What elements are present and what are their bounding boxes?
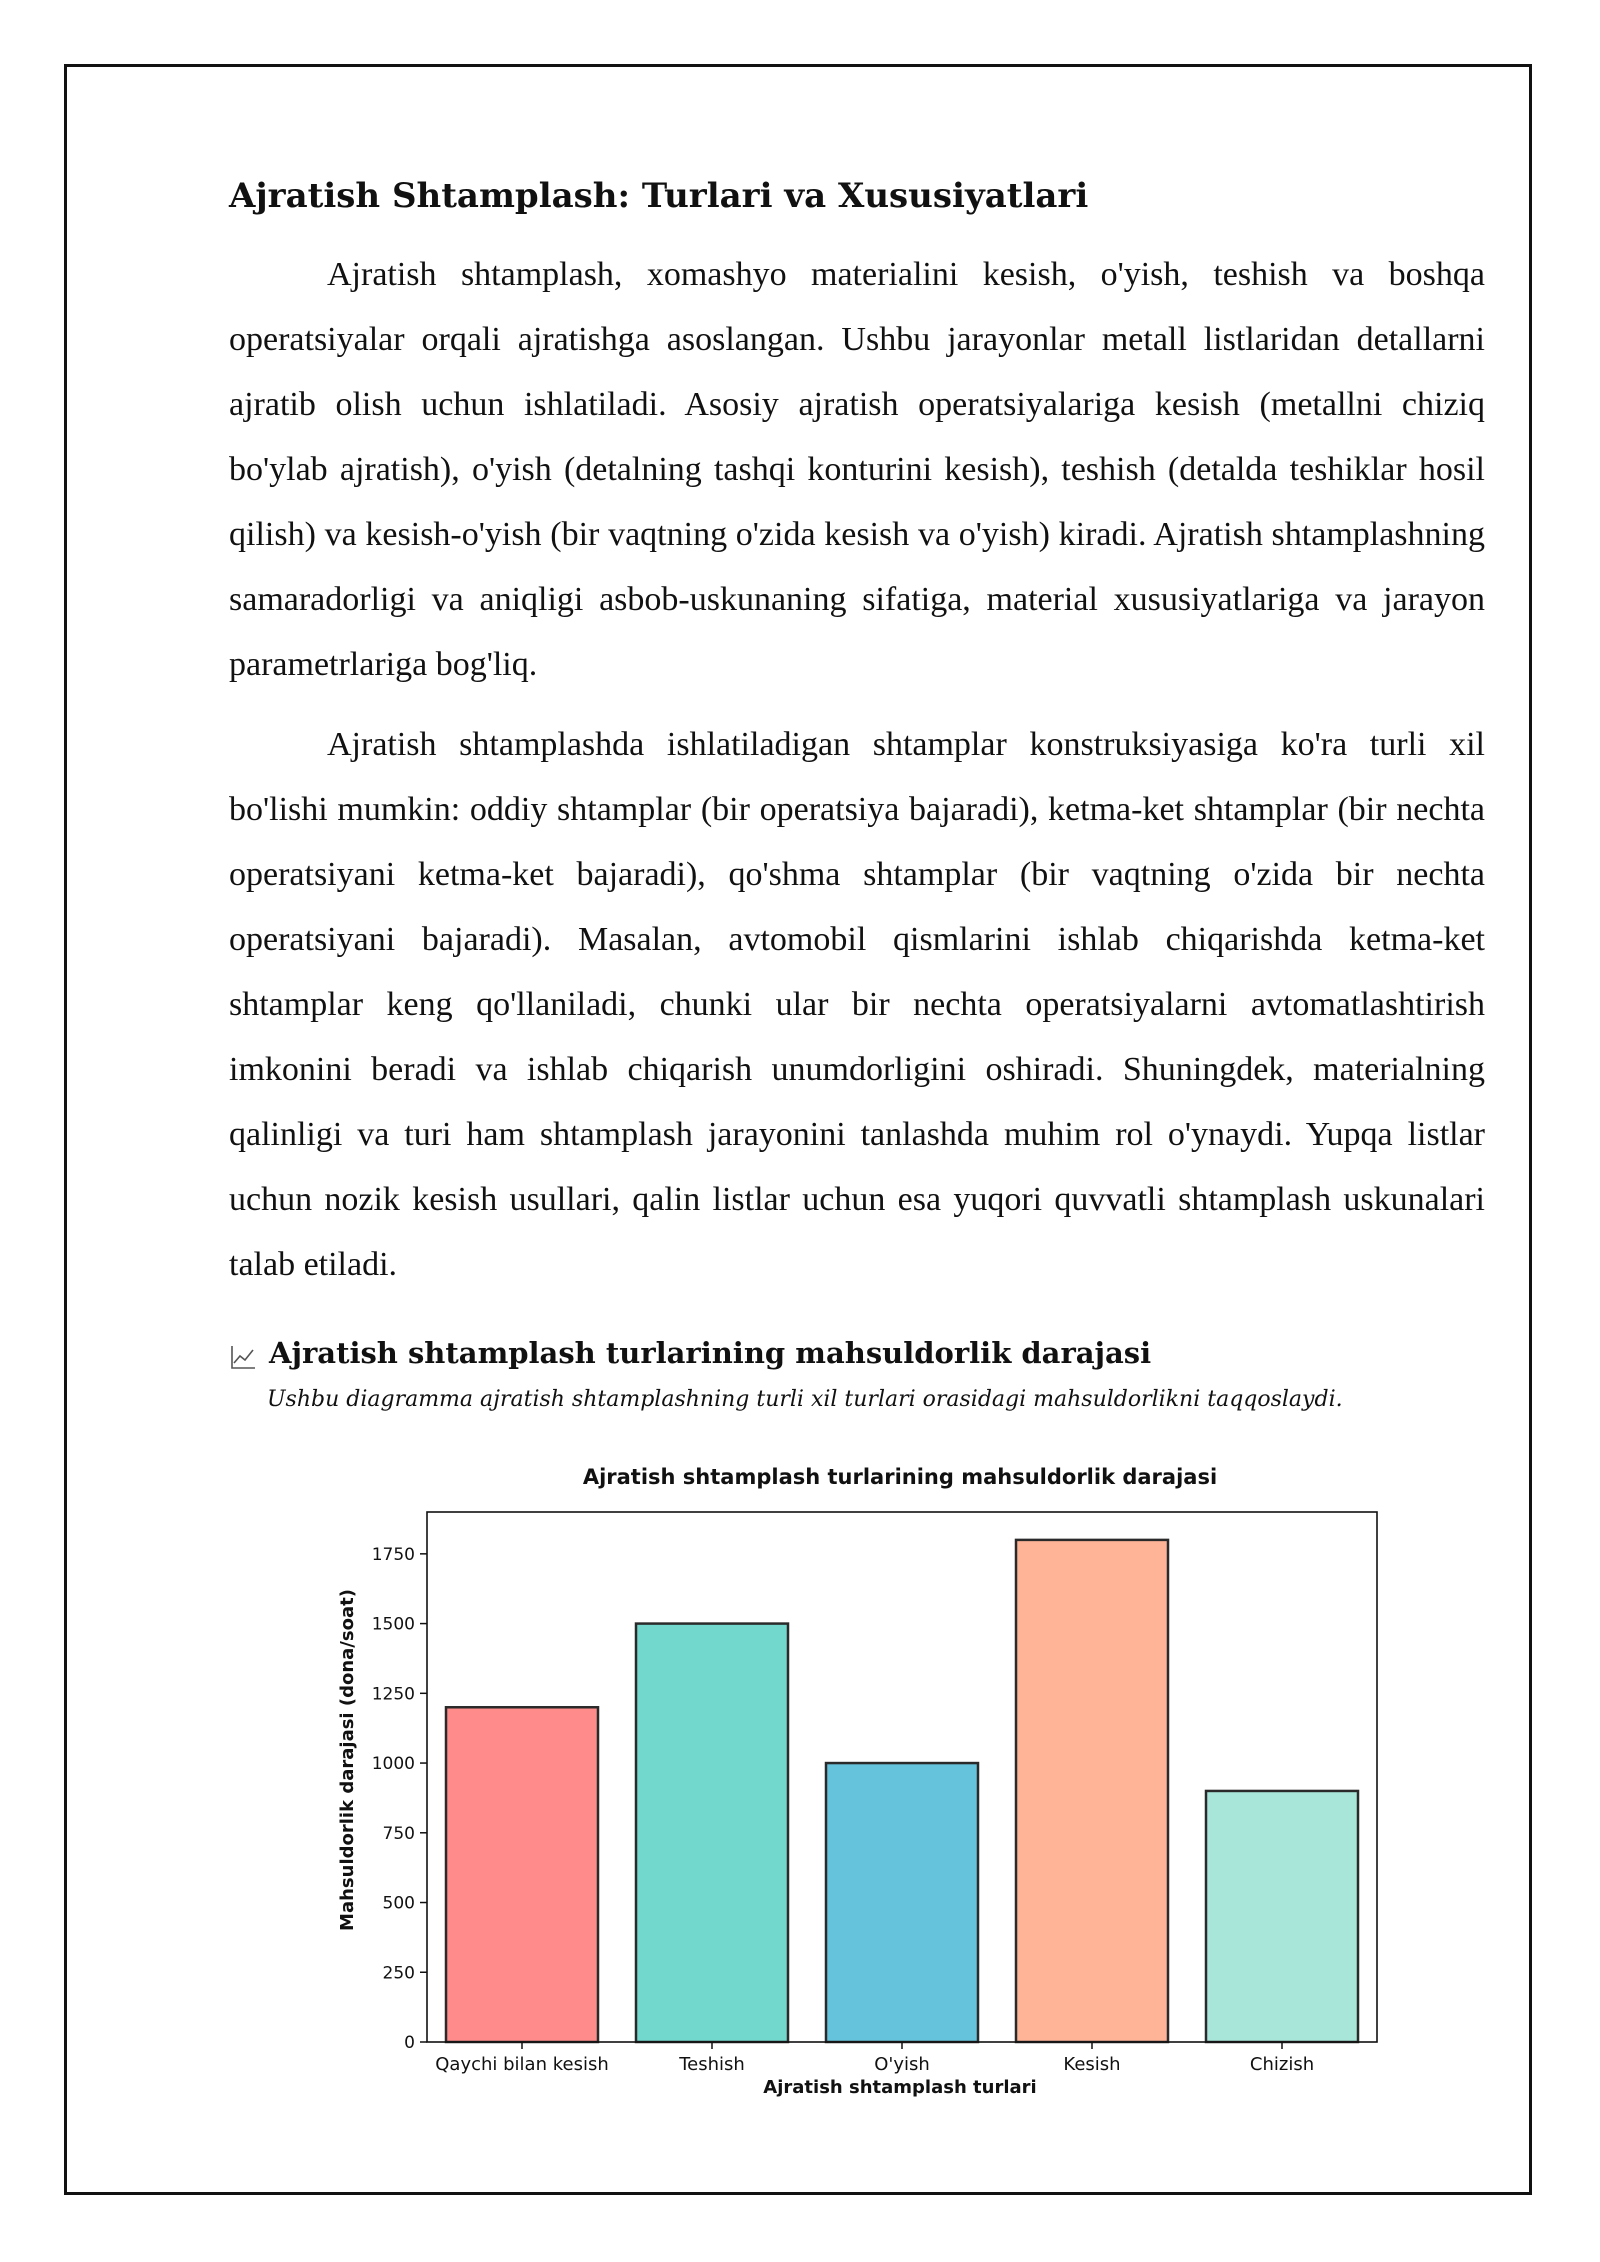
paragraph-2: Ajratish shtamplashda ishlatiladigan shtamplar konstruksiyasiga ko'ra turli xil bo'lishi mumkin: oddiy shtamplar (bir operatsiya bajaradi), ketma-ket shtamplar (bir nechta operatsiyani ketma-ket bajaradi), qo'shma shtamplar (bir vaqtning o'zida bir nechta operatsiyani bajaradi). Masalan, avtomobil qismlarini ishlab chiqarishda ketma-ket shtamplar keng qo'llaniladi, chunki ular bir nechta operatsiyalarni avtomatlashtirish imkonini beradi va ishlab chiqarish unumdorligini oshiradi. Shuningdek, materialning qalinligi va turi ham shtamplash jarayonini tanlashda muhim rol o'ynaydi. Yupqa listlar uchun nozik kesish usullari, qalin listlar uchun esa yuqori quvvatli shtamplash uskunalari talab etiladi. (229, 726, 1485, 1283)
x-tick-label: Teshish (679, 2054, 745, 2075)
x-tick-label: O'yish (874, 2054, 930, 2075)
y-tick-label: 0 (404, 2033, 415, 2053)
y-tick-label: 1500 (371, 1614, 415, 1635)
y-tick-label: 1000 (371, 1754, 415, 1775)
y-tick-label: 1250 (371, 1684, 415, 1705)
y-tick-label: 750 (382, 1823, 415, 1844)
y-tick-label: 1750 (371, 1544, 415, 1565)
chart-caption: Ushbu diagramma ajratish shtamplashning turli xil turlari orasidagi mahsuldorlikni taqqoslaydi. (267, 1387, 1343, 1412)
chart-ylabel: Mahsuldorlik darajasi (dona/soat) (337, 1589, 358, 1931)
bar-chart-svg (300, 1450, 1400, 2120)
bar (636, 1624, 788, 2042)
y-tick-label: 500 (382, 1893, 415, 1914)
chart-section-title: Ajratish shtamplash turlarining mahsuldorlik darajasi (269, 1336, 1152, 1370)
bar-chart (300, 1450, 1400, 2120)
x-tick-label: Qaychi bilan kesish (435, 2054, 609, 2075)
document-body (229, 170, 1485, 1429)
chart-section-heading (229, 1331, 1485, 1375)
bar (1016, 1540, 1168, 2042)
x-tick-label: Chizish (1249, 2054, 1315, 2075)
x-tick-label: Kesish (1063, 2054, 1121, 2075)
plot-area (372, 1512, 1377, 2075)
chart-xlabel: Ajratish shtamplash turlari (763, 2077, 1037, 2098)
chart-line-icon (229, 1339, 257, 1367)
y-tick-label: 250 (382, 1963, 415, 1984)
bar (446, 1707, 598, 2042)
bar (1206, 1791, 1358, 2042)
document-title: Ajratish Shtamplash: Turlari va Xususiyatlari (229, 176, 1089, 216)
chart-title: Ajratish shtamplash turlarining mahsuldorlik darajasi (582, 1465, 1218, 1489)
bar (826, 1763, 978, 2042)
paragraph-1: Ajratish shtamplash, xomashyo materialini kesish, o'yish, teshish va boshqa operatsiyalar orqali ajratishga asoslangan. Ushbu jarayonlar metall listlaridan detallarni ajratib olish uchun ishlatiladi. Asosiy ajratish operatsiyalariga kesish (metallni chiziq bo'ylab ajratish), o'yish (detalning tashqi konturini kesish), teshish (detalda teshiklar hosil qilish) va kesish-o'yish (bir vaqtning o'zida kesish va o'yish) kiradi. Ajratish shtamplashning samaradorligi va aniqligi asbob-uskunaning sifatiga, material xususiyatlariga va jarayon parametrlariga bog'liq. (229, 256, 1485, 683)
